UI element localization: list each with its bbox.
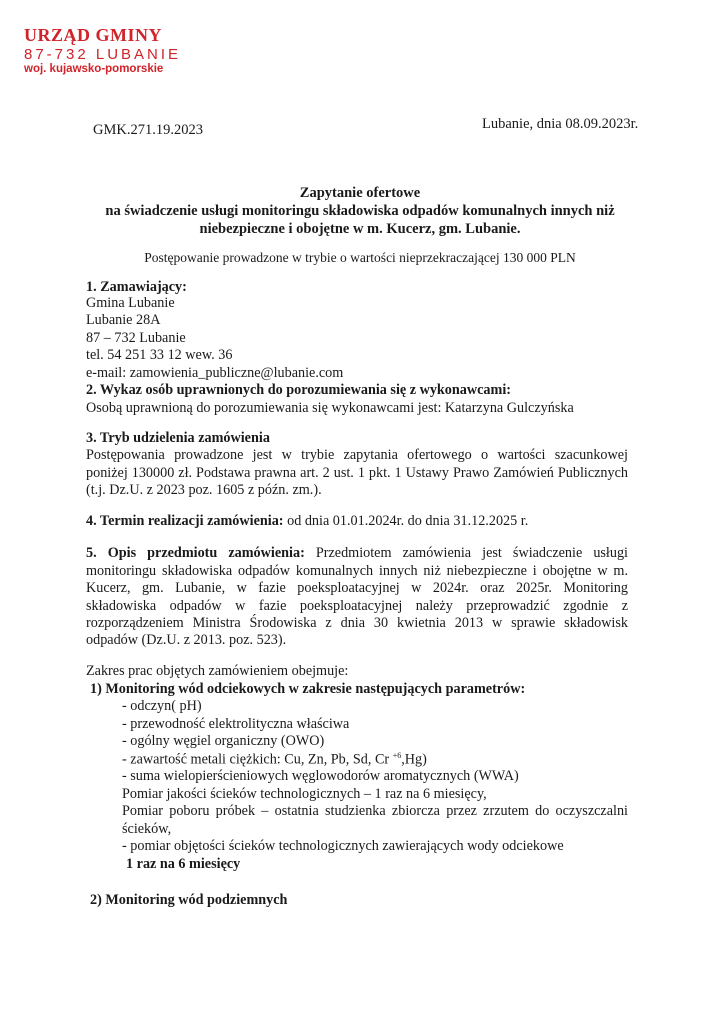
scope-note: Pomiar poboru próbek – ostatnia studzienka zbiorcza przez zrzutem do oczyszczalni [122,803,628,819]
section-5-line: odpadów (Dz.U. z 2013. poz. 523). [86,632,287,648]
section-4-heading: 4. Termin realizacji zamówienia: [86,513,284,529]
email-line: e-mail: zamowienia_publiczne@lubanie.com [86,365,344,381]
address-line: tel. 54 251 33 12 wew. 36 [86,347,233,363]
section-3-line: poniżej 130000 zł. Podstawa prawna art. 2 ust. 1 pkt. 1 Ustawy Prawo Zamówień Publicznych [86,465,628,481]
scope-item-1-heading: 1) Monitoring wód odciekowych w zakresie następujących parametrów: [90,681,526,697]
section-3-line: (t.j. Dz.U. z 2023 poz. 1605 z późn. zm.). [86,482,322,498]
title-line-3: niebezpieczne i obojętne w m. Kucerz, gm. Lubanie. [199,221,521,237]
section-5-line: składowiska odpadów w fazie poeksploatacyjnej należy przeprowadzić zgodnie z [86,598,628,614]
section-5-first-line [86,545,628,562]
parameter-item: - ogólny węgiel organiczny (OWO) [122,733,325,749]
metals-text: - zawartość metali ciężkich: Cu, Zn, Pb, Sd, Cr [122,751,390,768]
procedure-note: Postępowanie prowadzone w trybie o wartości nieprzekraczającej 130 000 PLN [144,250,576,265]
title-line-2: na świadczenie usługi monitoringu składowiska odpadów komunalnych innych niż [105,203,615,219]
section-3-line: Postępowania prowadzone jest w trybie zapytania ofertowego o wartości szacunkowej [86,447,628,463]
stamp-line-1: URZĄD GMINY [24,25,162,45]
section-5-line: Kucerz, gm. Lubanie, w fazie poeksploatacyjnej w 2024r. oraz 2025r. Monitoring [86,580,628,596]
section-2-heading: 2. Wykaz osób uprawnionych do porozumiewania się z wykonawcami: [86,382,512,398]
section-5-text-start: Przedmiotem zamówienia jest świadczenie usługi [304,545,628,561]
stamp-line-2: 87-732 LUBANIE [24,46,182,63]
office-stamp [24,26,181,76]
scope-item-2-heading: 2) Monitoring wód podziemnych [90,892,288,908]
scope-frequency: 1 raz na 6 miesięcy [126,856,241,872]
section-4-text: od dnia 01.01.2024r. do dnia 31.12.2025 r. [283,513,529,529]
parameter-item: - suma wielopierścieniowych węglowodorów aromatycznych (WWA) [122,768,519,784]
section-3-heading: 3. Tryb udzielenia zamówienia [86,430,270,446]
section-5-line: rozporządzeniem Ministra Środowiska z dnia 30 kwietnia 2013 w sprawie składowisk [86,615,628,631]
address-line: Gmina Lubanie [86,295,175,311]
parameter-item-metals [122,751,427,769]
scope-note: Pomiar jakości ścieków technologicznych – 1 raz na 6 miesięcy, [122,786,487,802]
scope-intro: Zakres prac objętych zamówieniem obejmuje: [86,663,349,679]
metals-tail: ,Hg) [401,751,427,768]
parameter-item: - odczyn( pH) [122,698,202,714]
section-2-text: Osobą uprawnioną do porozumiewania się wykonawcami jest: Katarzyna Gulczyńska [86,400,574,416]
parameter-item: - przewodność elektrolityczna właściwa [122,716,350,732]
address-line: 87 – 732 Lubanie [86,330,186,346]
section-4 [86,513,528,530]
section-1-heading: 1. Zamawiający: [86,279,187,295]
place-date: Lubanie, dnia 08.09.2023r. [482,116,639,132]
section-5-heading: 5. Opis przedmiotu zamówienia: [86,545,305,561]
chromium-superscript: +6 [392,751,402,760]
scope-note: ścieków, [122,821,172,837]
stamp-line-3: woj. kujawsko-pomorskie [24,63,164,75]
scope-note: - pomiar objętości ścieków technologicznych zawierających wody odciekowe [122,838,564,854]
reference-number: GMK.271.19.2023 [93,122,203,138]
title-line-1: Zapytanie ofertowe [299,185,421,201]
address-line: Lubanie 28A [86,312,161,328]
section-5-line: monitoringu składowiska odpadów komunalnych innych niż niebezpieczne i obojętne w m. [86,563,628,579]
